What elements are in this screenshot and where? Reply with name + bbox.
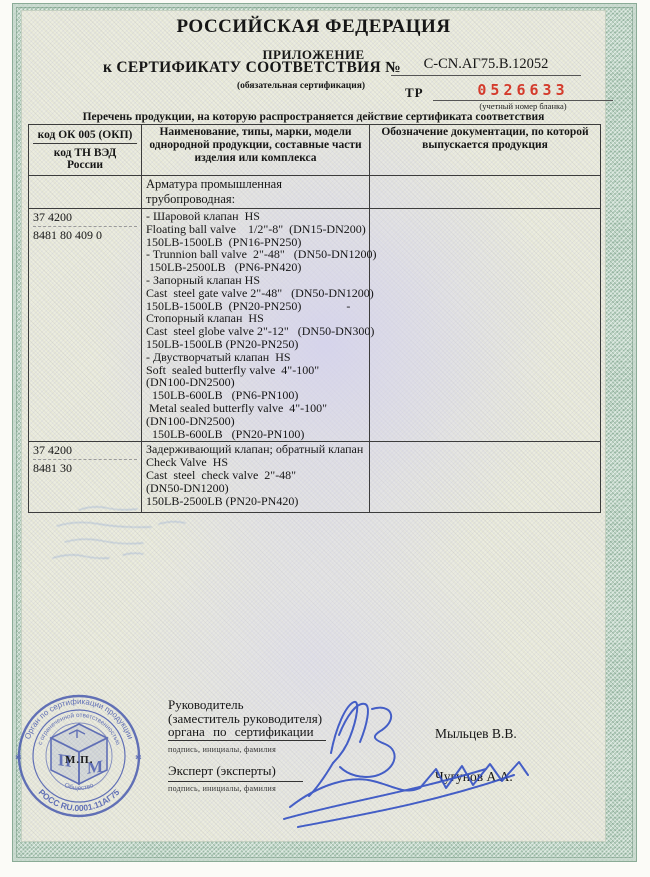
group-row [29, 176, 601, 209]
product-line: - Запорный клапан HS [146, 272, 260, 287]
okp-code-header: код ОК 005 (ОКП) [33, 126, 137, 144]
product-line: 150LB-2500LB (PN20-PN420) [146, 493, 299, 508]
product-line: Cast steel gate valve 2"-48" (DN50-DN1200) [146, 285, 374, 300]
certificate-number: С-CN.АГ75.В.12052 [391, 56, 581, 76]
ghost-ink-marks [39, 498, 269, 573]
appendix-title: ПРИЛОЖЕНИЕ [262, 47, 365, 62]
table-row [29, 209, 601, 442]
cube-letter-p: П [58, 750, 72, 772]
certification-type: (обязательная сертификация) [236, 81, 366, 91]
product-lines [146, 209, 377, 441]
stamp-registry-number: РОСС RU.0001.11АГ75 [36, 787, 122, 814]
product-line: (DN50-DN1200) [146, 480, 229, 495]
product-line: - Двустворчатый клапан HS [146, 349, 291, 364]
product-line: 150LB-1500LB (PN20-PN250) - [146, 298, 351, 313]
product-line: Check Valve HS [146, 455, 229, 470]
tnved-code: 8481 30 [33, 461, 72, 476]
country-title: РОССИЙСКАЯ ФЕДЕРАЦИЯ [176, 16, 451, 37]
products-table [28, 124, 601, 513]
product-name-column-header: Наименование, типы, марки, модели однородной продукции, составные части изделия или комплекса [142, 125, 370, 176]
product-line: Cast steel globe valve 2"-12" (DN50-DN300) [146, 324, 375, 339]
product-line: (DN100-DN2500) [146, 413, 235, 428]
certificate-paper [15, 10, 606, 842]
product-line: Metal sealed butterfly valve 4"-100" [146, 400, 328, 415]
documentation-cell [370, 209, 601, 442]
group-row-doc-cell [370, 176, 601, 209]
blank-number-caption: (учетный номер бланка) [479, 101, 567, 111]
product-line: Задерживающий клапан; обратный клапан [146, 442, 364, 457]
product-line: (DN100-DN2500) [146, 375, 235, 390]
product-line: 150LB-1500LB (PN20-PN250) [146, 336, 299, 351]
documentation-cell [370, 442, 601, 513]
expert-signature-caption: подпись, инициалы, фамилия [168, 784, 277, 793]
signature-stroke [290, 762, 528, 807]
product-line: - Шаровой клапан HS [146, 209, 260, 223]
stamp-star-left: ✱ [15, 753, 22, 762]
head-name: Мыльцев В.В. [435, 726, 517, 741]
group-row-label: Арматура промышленная трубопроводная: [142, 176, 370, 209]
product-line: 150LB-600LB (PN6-PN100) [146, 388, 299, 403]
stamp-inner-top-text: с ограниченной ответственностью [36, 711, 122, 746]
handwritten-signatures [276, 675, 566, 840]
table-caption: Перечень продукции, на которую распространяется действие сертификата соответствия [82, 111, 545, 123]
product-line: Floating ball valve 1/2"-8" (DN15-DN200) [146, 221, 366, 236]
product-line: - Trunnion ball valve 2"-48" (DN50-DN1200) [146, 247, 377, 262]
head-role-line3: органа по сертификации [168, 725, 326, 741]
product-list-cell [142, 209, 377, 442]
tnved-code-header: код ТН ВЭД России [53, 147, 117, 171]
expert-role-text: Эксперт (эксперты) [168, 763, 303, 782]
cube-letter-m: М [87, 756, 104, 778]
head-role-line2: (заместитель руководителя) [168, 710, 323, 726]
product-line: Стопорный клапан HS [146, 311, 264, 326]
product-line: 150LB-2500LB (PN6-PN420) [146, 260, 302, 275]
stamp-star-right: ✱ [135, 753, 142, 762]
codes-cell [29, 209, 142, 442]
signature-stroke [298, 775, 514, 827]
stamp-inner-bottom-text: Общество [63, 781, 95, 793]
group-row-codes-cell [29, 176, 142, 209]
stamp-outer-top-text: Орган по сертификации продукции [22, 696, 136, 741]
documentation-column-header: Обозначение документации, по которой выпускается продукция [370, 125, 601, 176]
signature-stroke [284, 769, 486, 819]
stamp-place-mark: М.П. [65, 754, 94, 766]
head-signature-caption: подпись, инициалы, фамилия [168, 744, 277, 754]
okp-code: 37 4200 [33, 443, 137, 460]
expert-name: Чугунов А.А. [435, 769, 513, 784]
signature-stroke [309, 763, 333, 796]
blank-number: 0526633 [433, 81, 613, 101]
okp-code: 37 4200 [33, 210, 137, 227]
head-role-line1: Руководитель [168, 697, 244, 712]
product-line: 150LB-600LB (PN20-PN100) [146, 426, 305, 441]
table-header-row [29, 125, 601, 176]
tnved-code: 8481 80 409 0 [33, 228, 102, 242]
tr-label: ТР [405, 85, 424, 100]
certificate-label: к СЕРТИФИКАТУ СООТВЕТСТВИЯ № [103, 59, 402, 76]
codes-column-header [29, 125, 142, 176]
signature-stroke [339, 704, 368, 742]
product-line: Soft sealed butterfly valve 4"-100" [146, 362, 320, 377]
product-line: Cast steel check valve 2"-48" [146, 467, 297, 482]
product-line: 150LB-1500LB (PN16-PN250) [146, 234, 302, 249]
